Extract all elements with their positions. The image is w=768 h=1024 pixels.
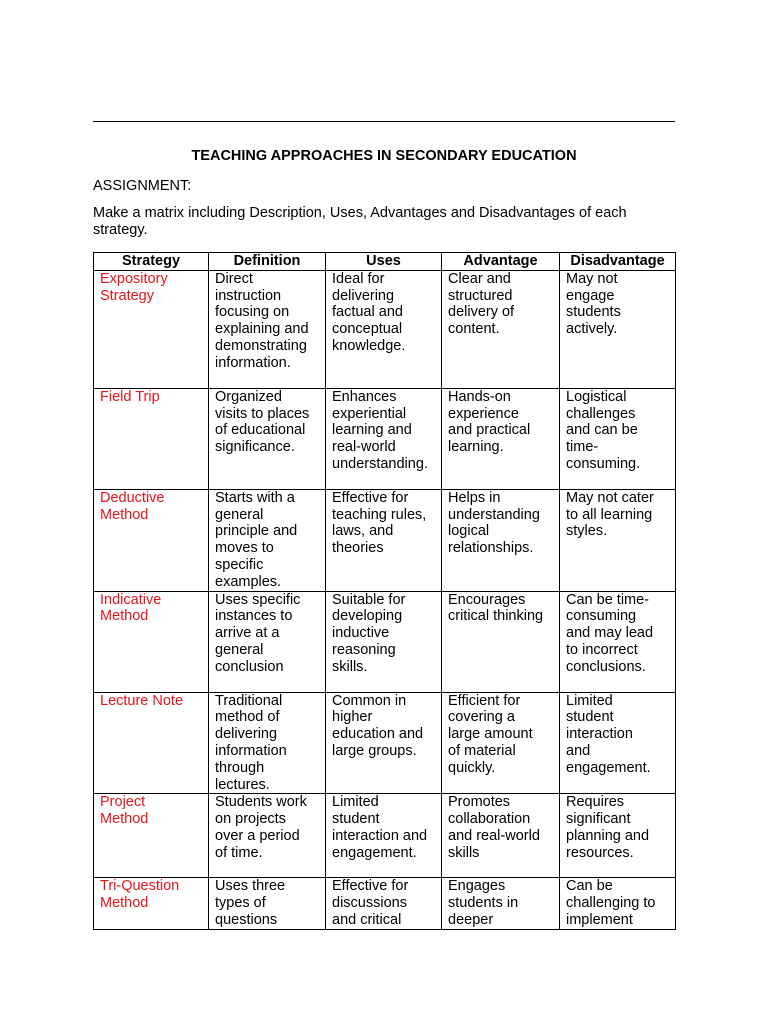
definition-line: Organized (215, 388, 282, 405)
disadvantage-cell (560, 489, 676, 591)
strategy-cell (94, 270, 209, 388)
definition-line: Direct (215, 270, 253, 287)
advantage-line: and real-world (448, 827, 540, 844)
definition-line: principle and (215, 523, 298, 540)
definition-line: questions (215, 911, 278, 928)
advantage-line: deeper (448, 911, 494, 928)
strategy-line: Expository (100, 270, 168, 287)
strategy-cell (94, 692, 209, 794)
table-row (94, 388, 676, 489)
advantage-line: relationships. (448, 540, 534, 557)
definition-line: Uses three (215, 878, 286, 895)
uses-line: Effective for (332, 878, 409, 895)
advantage-cell (442, 489, 560, 591)
uses-cell (326, 794, 442, 878)
uses-line: experiential (332, 405, 407, 422)
advantage-line: Engages (448, 878, 506, 895)
disadvantage-line: and may lead (566, 625, 654, 642)
table-row (94, 878, 676, 929)
disadvantage-line: student (566, 709, 614, 726)
disadvantage-line: to all learning (566, 506, 653, 523)
document-title: TEACHING APPROACHES IN SECONDARY EDUCATION (191, 148, 577, 164)
uses-line: engagement. (332, 844, 417, 861)
advantage-line: structured (448, 287, 513, 304)
advantage-line: and practical (448, 422, 531, 439)
advantage-line: covering a (448, 709, 515, 726)
advantage-line: content. (448, 321, 500, 338)
disadvantage-line: Can be time- (566, 591, 650, 608)
advantage-cell (442, 794, 560, 878)
strategy-cell (94, 591, 209, 692)
advantage-line: understanding (448, 506, 540, 523)
disadvantage-line: conclusions. (566, 658, 646, 675)
definition-line: through (215, 759, 265, 776)
strategy-line: Method (100, 811, 149, 828)
disadvantage-line: May not cater (566, 489, 654, 506)
definition-line: focusing on (215, 304, 290, 321)
uses-line: discussions (332, 895, 407, 912)
advantage-line: critical thinking (448, 608, 544, 625)
advantage-line: quickly. (448, 759, 496, 776)
advantage-line: Helps in (448, 489, 501, 506)
uses-line: learning and (332, 422, 412, 439)
disadvantage-line: Requires (566, 794, 625, 811)
disadvantage-line: actively. (566, 321, 618, 338)
strategy-line: Method (100, 506, 149, 523)
uses-cell (326, 489, 442, 591)
assignment-label: ASSIGNMENT: (93, 178, 192, 194)
disadvantage-line: consuming (566, 608, 637, 625)
uses-line: conceptual (332, 321, 403, 338)
strategy-cell (94, 878, 209, 929)
definition-line: general (215, 506, 264, 523)
disadvantage-line: engage (566, 287, 615, 304)
advantage-line: of material (448, 742, 516, 759)
advantage-cell (442, 388, 560, 489)
definition-line: moves to (215, 540, 274, 557)
uses-line: inductive (332, 625, 390, 642)
definition-line: delivering (215, 726, 278, 743)
header-uses: Uses (326, 253, 442, 271)
strategy-line: Project (100, 794, 146, 811)
advantage-cell (442, 270, 560, 388)
table-row (94, 692, 676, 794)
strategy-cell (94, 388, 209, 489)
uses-line: Ideal for (332, 270, 385, 287)
disadvantage-line: challenging to (566, 895, 656, 912)
uses-line: Enhances (332, 388, 397, 405)
advantage-line: delivery of (448, 304, 515, 321)
uses-line: Common in (332, 692, 407, 709)
disadvantage-line: students (566, 304, 621, 321)
definition-line: visits to places (215, 405, 310, 422)
disadvantage-line: engagement. (566, 759, 651, 776)
disadvantage-line: interaction (566, 726, 633, 743)
definition-cell (209, 270, 326, 388)
definition-line: general (215, 641, 264, 658)
strategy-line: Method (100, 895, 149, 912)
definition-line: instruction (215, 287, 282, 304)
definition-line: Uses specific (215, 591, 301, 608)
disadvantage-line: and can be (566, 422, 638, 439)
uses-line: reasoning (332, 641, 396, 658)
definition-cell (209, 489, 326, 591)
strategy-cell (94, 794, 209, 878)
definition-cell (209, 591, 326, 692)
strategy-line: Strategy (100, 287, 154, 304)
uses-cell (326, 591, 442, 692)
table-row (94, 489, 676, 591)
strategy-line: Deductive (100, 489, 165, 506)
uses-line: developing (332, 608, 403, 625)
uses-line: large groups. (332, 742, 417, 759)
advantage-line: Encourages (448, 591, 526, 608)
definition-line: of time. (215, 844, 263, 861)
definition-line: Starts with a (215, 489, 295, 506)
uses-line: Limited (332, 794, 379, 811)
definition-line: instances to (215, 608, 293, 625)
definition-line: significance. (215, 439, 295, 456)
definition-cell (209, 878, 326, 929)
definition-line: conclusion (215, 658, 284, 675)
uses-line: real-world (332, 439, 396, 456)
uses-line: factual and (332, 304, 403, 321)
advantage-line: skills (448, 844, 480, 861)
advantage-line: Promotes (448, 794, 511, 811)
strategy-line: Lecture Note (100, 692, 184, 709)
definition-line: method of (215, 709, 280, 726)
definition-line: Traditional (215, 692, 283, 709)
table-row (94, 591, 676, 692)
definition-line: of educational (215, 422, 306, 439)
disadvantage-line: significant (566, 811, 631, 828)
uses-line: understanding. (332, 455, 428, 472)
disadvantage-cell (560, 270, 676, 388)
uses-cell (326, 692, 442, 794)
disadvantage-line: Can be (566, 878, 613, 895)
definition-line: specific (215, 556, 264, 573)
definition-cell (209, 794, 326, 878)
advantage-cell (442, 878, 560, 929)
uses-line: delivering (332, 287, 395, 304)
uses-line: theories (332, 540, 384, 557)
header-disadvantage: Disadvantage (560, 253, 676, 271)
advantage-line: Efficient for (448, 692, 521, 709)
uses-line: Suitable for (332, 591, 406, 608)
advantage-line: logical (448, 523, 490, 540)
disadvantage-line: Logistical (566, 388, 627, 405)
header-strategy: Strategy (94, 253, 209, 271)
disadvantage-cell (560, 388, 676, 489)
advantage-cell (442, 591, 560, 692)
assignment-instruction: Make a matrix including Description, Uses, Advantages and Disadvantages of each strategy. (93, 205, 627, 238)
disadvantage-line: styles. (566, 523, 608, 540)
table-row (94, 270, 676, 388)
advantage-line: Hands-on (448, 388, 511, 405)
uses-line: higher (332, 709, 373, 726)
disadvantage-line: Limited (566, 692, 613, 709)
definition-line: information. (215, 354, 291, 371)
strategy-line: Tri-Question (100, 878, 180, 895)
uses-line: Effective for (332, 489, 409, 506)
uses-line: interaction and (332, 827, 428, 844)
advantage-line: students in (448, 895, 519, 912)
definition-line: information (215, 742, 287, 759)
uses-line: education and (332, 726, 424, 743)
header-advantage: Advantage (442, 253, 560, 271)
definition-line: arrive at a (215, 625, 280, 642)
strategy-line: Field Trip (100, 388, 160, 405)
uses-line: student (332, 811, 380, 828)
disadvantage-line: consuming. (566, 455, 641, 472)
strategy-matrix-table (93, 252, 676, 930)
uses-cell (326, 270, 442, 388)
disadvantage-cell (560, 591, 676, 692)
uses-line: teaching rules, (332, 506, 427, 523)
disadvantage-line: time- (566, 439, 599, 456)
table-header-row (94, 253, 676, 271)
disadvantage-line: implement (566, 911, 633, 928)
uses-line: knowledge. (332, 337, 406, 354)
disadvantage-line: May not (566, 270, 618, 287)
table-row (94, 794, 676, 878)
definition-line: types of (215, 895, 266, 912)
disadvantage-line: and (566, 742, 591, 759)
strategy-line: Indicative (100, 591, 162, 608)
strategy-cell (94, 489, 209, 591)
header-definition: Definition (209, 253, 326, 271)
definition-line: demonstrating (215, 337, 307, 354)
definition-line: over a period (215, 827, 300, 844)
definition-cell (209, 388, 326, 489)
uses-line: skills. (332, 658, 368, 675)
uses-cell (326, 878, 442, 929)
definition-line: lectures. (215, 776, 270, 793)
disadvantage-cell (560, 794, 676, 878)
advantage-line: collaboration (448, 811, 531, 828)
advantage-line: large amount (448, 726, 533, 743)
definition-line: explaining and (215, 321, 309, 338)
uses-cell (326, 388, 442, 489)
definition-cell (209, 692, 326, 794)
disadvantage-cell (560, 878, 676, 929)
definition-line: examples. (215, 573, 282, 590)
advantage-cell (442, 692, 560, 794)
uses-line: laws, and (332, 523, 394, 540)
uses-line: and critical (332, 911, 402, 928)
advantage-line: Clear and (448, 270, 511, 287)
advantage-line: learning. (448, 439, 504, 456)
definition-line: on projects (215, 811, 286, 828)
disadvantage-cell (560, 692, 676, 794)
disadvantage-line: challenges (566, 405, 636, 422)
disadvantage-line: resources. (566, 844, 634, 861)
advantage-line: experience (448, 405, 519, 422)
strategy-line: Method (100, 608, 149, 625)
disadvantage-line: planning and (566, 827, 650, 844)
header-rule (93, 121, 675, 122)
definition-line: Students work (215, 794, 307, 811)
disadvantage-line: to incorrect (566, 641, 638, 658)
